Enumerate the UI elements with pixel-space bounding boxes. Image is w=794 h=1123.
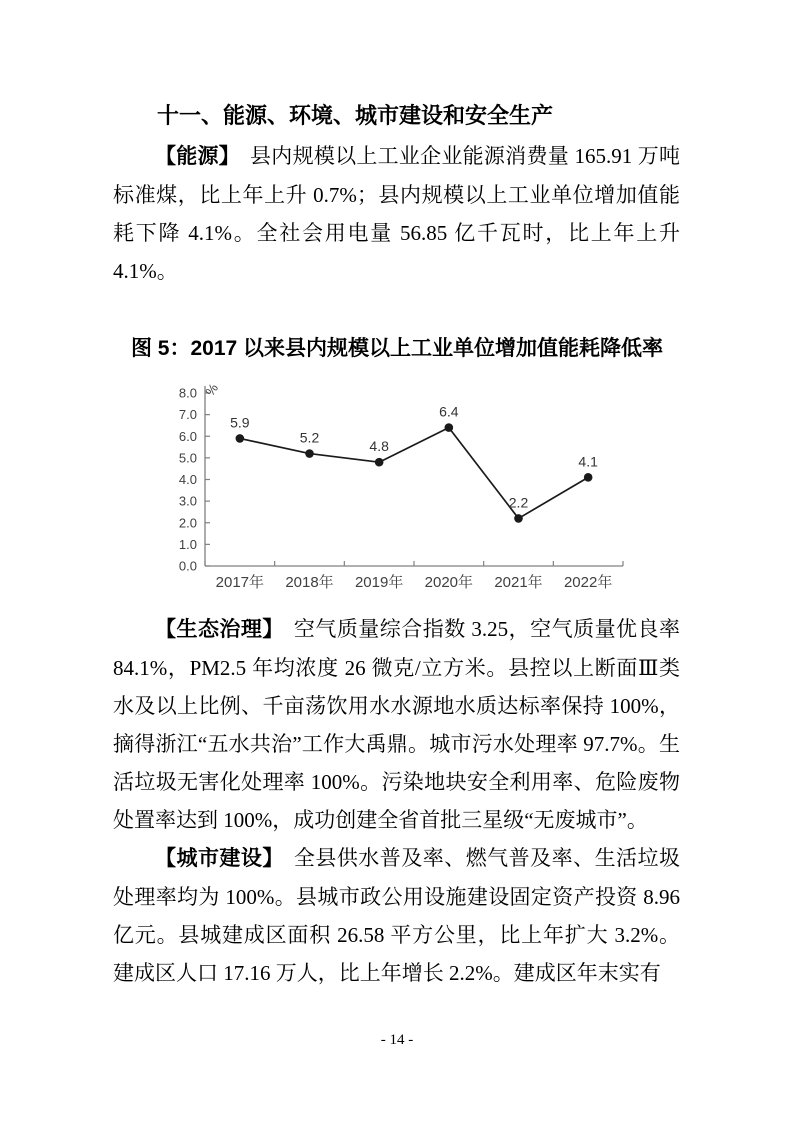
data-point-marker xyxy=(514,514,523,523)
figure-caption: 图 5：2017 以来县内规模以上工业单位增加值能耗降低率 xyxy=(130,337,664,360)
paragraph-energy-text: 县内规模以上工业企业能源消费量 165.91 万吨标准煤，比上年上升 0.7%；县内规模以上工业单位增加值能耗下降 4.1%。全社会用电量 56.85 亿千瓦时，比上年上升 4.1%。 xyxy=(113,144,680,283)
paragraph-energy-label: 【能源】 xyxy=(155,145,241,168)
y-tick-label: 8.0 xyxy=(178,385,197,401)
x-tick-label: 2018年 xyxy=(285,574,334,591)
x-tick-label: 2021年 xyxy=(494,574,543,591)
data-line xyxy=(240,428,588,519)
paragraph-city-text: 全县供水普及率、燃气普及率、生活垃圾处理率均为 100%。县城市政公用设施建设固定资产投资 8.96 亿元。县城建成区面积 26.58 平方公里，比上年扩大 3.2%。建成区人口 17.16 万人，比上年增长 2.2%。建成区年末实有 xyxy=(113,846,681,985)
data-point-label: 5.2 xyxy=(299,429,320,446)
y-axis-unit-label: % xyxy=(202,380,222,399)
body-text-block xyxy=(113,610,680,992)
data-point-label: 6.4 xyxy=(439,403,459,420)
x-tick-label: 2022年 xyxy=(563,574,613,591)
data-point-marker xyxy=(375,458,384,467)
y-tick-label: 3.0 xyxy=(178,493,197,509)
y-tick-label: 1.0 xyxy=(178,536,197,552)
paragraph-city xyxy=(113,839,680,992)
data-point-marker xyxy=(236,434,245,443)
y-tick-label: 6.0 xyxy=(178,428,197,444)
y-tick-label: 7.0 xyxy=(178,407,197,423)
data-point-marker xyxy=(305,449,314,458)
data-point-marker xyxy=(445,423,454,432)
data-point-label: 4.8 xyxy=(369,438,389,455)
line-chart-container xyxy=(150,378,650,598)
data-point-label: 2.2 xyxy=(508,494,529,511)
paragraph-city-label: 【城市建设】 xyxy=(155,847,284,870)
y-tick-label: 0.0 xyxy=(178,558,197,574)
energy-intensity-line-chart xyxy=(150,378,650,598)
x-tick-label: 2017年 xyxy=(215,574,265,591)
y-tick-label: 4.0 xyxy=(178,472,197,487)
paragraph-energy xyxy=(113,137,680,290)
page-number: - 14 - xyxy=(380,1032,414,1048)
y-tick-label: 5.0 xyxy=(178,450,197,466)
paragraph-ecology-label: 【生态治理】 xyxy=(155,618,284,641)
paragraph-ecology xyxy=(113,610,680,839)
paragraph-ecology-text: 空气质量综合指数 3.25，空气质量优良率 84.1%，PM2.5 年均浓度 26 微克/立方米。县控以上断面Ⅲ类水及以上比例、千亩荡饮用水水源地水质达标率保持 100%，摘得浙江“五水共治”工作大禹鼎。城市污水处理率 97.7%。生活垃圾无害化处理率 100%。污染地块安全利用率、危险废物处置率达到 100%，成功创建全省首批三星级“无废城市”。 xyxy=(113,617,681,832)
section-heading: 十一、能源、环境、城市建设和安全生产 xyxy=(157,103,554,128)
y-tick-label: 2.0 xyxy=(178,515,197,531)
x-tick-label: 2019年 xyxy=(354,574,404,591)
data-point-label: 4.1 xyxy=(578,453,598,470)
data-point-marker xyxy=(584,473,593,482)
x-tick-label: 2020年 xyxy=(424,574,474,591)
data-point-label: 5.9 xyxy=(230,414,250,431)
